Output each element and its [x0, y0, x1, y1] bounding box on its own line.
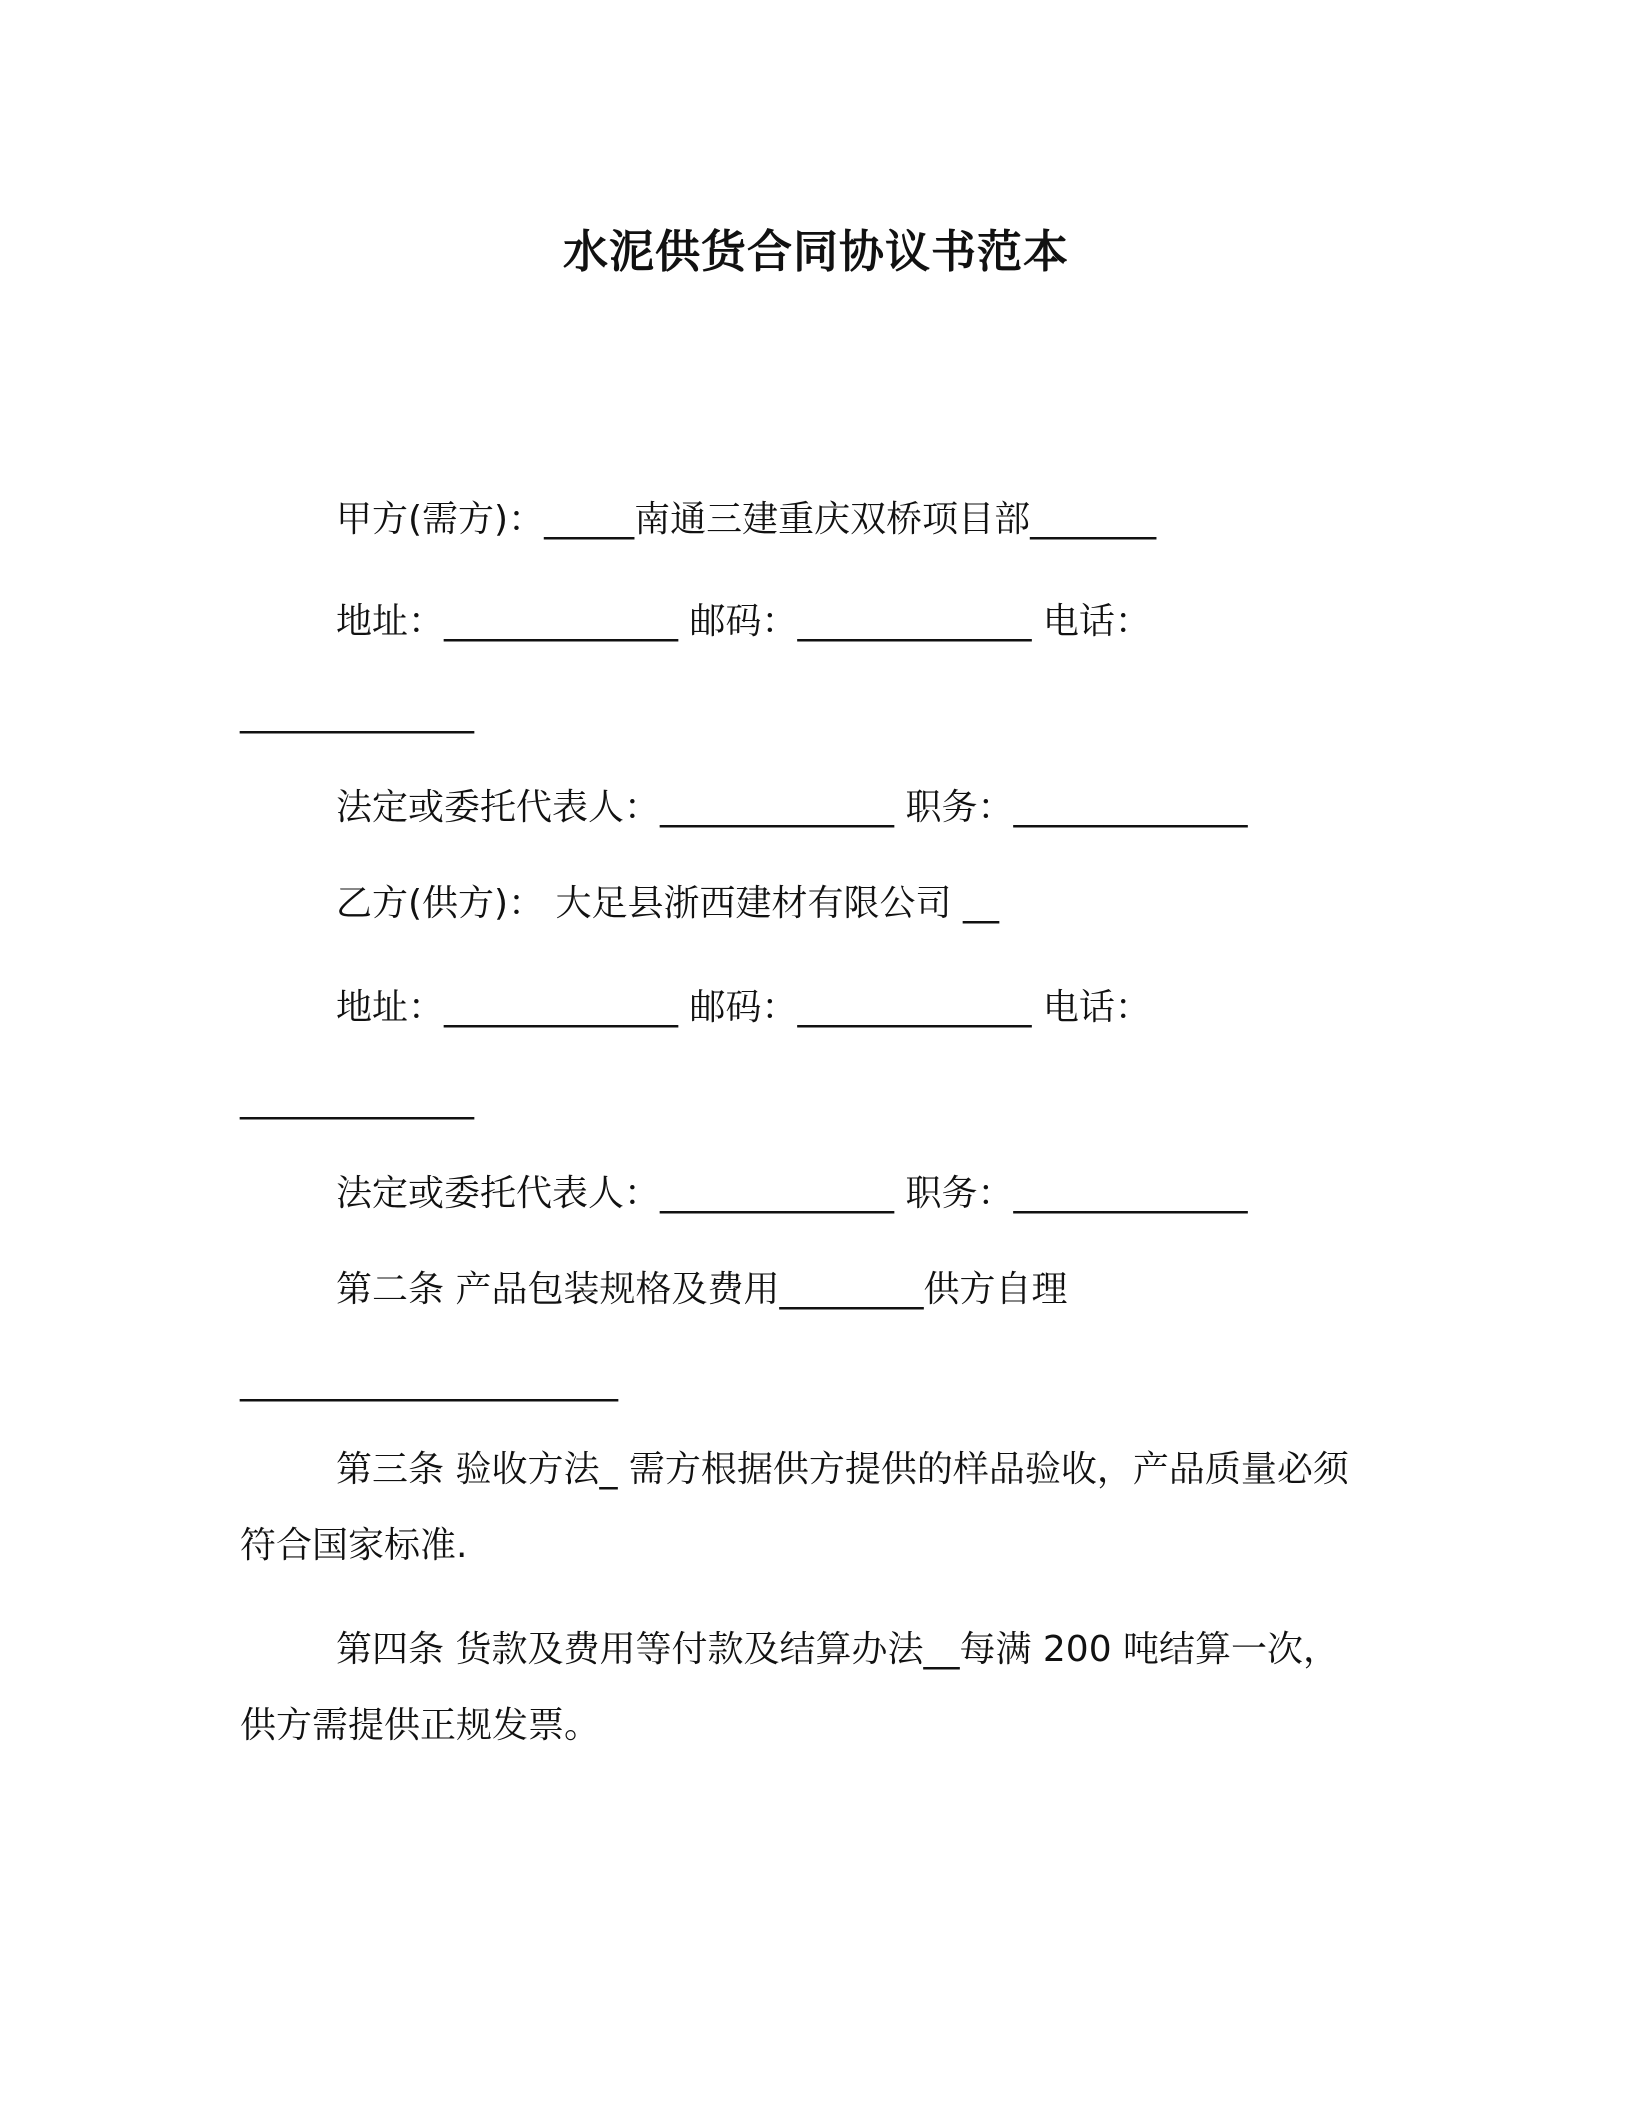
party-a-phone-blank: _____________: [240, 693, 474, 734]
party-a-name-line: 甲方(需方)：_____南通三建重庆双桥项目部_______: [336, 499, 1157, 540]
party-a-address-line: 地址：_____________ 邮码：_____________ 电话：: [336, 601, 1151, 642]
article-3-line-1: 第三条 验收方法_ 需方根据供方提供的样品验收，产品质量必须: [336, 1449, 1349, 1490]
article-2-line: 第二条 产品包装规格及费用________供方自理: [336, 1269, 1068, 1310]
document-title: 水泥供货合同协议书范本: [562, 225, 1069, 278]
party-b-representative: 法定或委托代表人：_____________ 职务：_____________: [336, 1173, 1248, 1214]
article-3-line-2: 符合国家标准.: [240, 1525, 468, 1566]
party-b-name-line: 乙方(供方)： 大足县浙西建材有限公司 __: [336, 883, 999, 924]
article-4-line-2: 供方需提供正规发票。: [240, 1705, 601, 1746]
article-2-blank: _____________________: [240, 1361, 618, 1402]
party-b-address-line: 地址：_____________ 邮码：_____________ 电话：: [336, 987, 1151, 1028]
article-4-line-1: 第四条 货款及费用等付款及结算办法__每满 200 吨结算一次，: [336, 1629, 1340, 1670]
party-b-phone-blank: _____________: [240, 1079, 474, 1120]
party-a-representative: 法定或委托代表人：_____________ 职务：_____________: [336, 787, 1248, 828]
